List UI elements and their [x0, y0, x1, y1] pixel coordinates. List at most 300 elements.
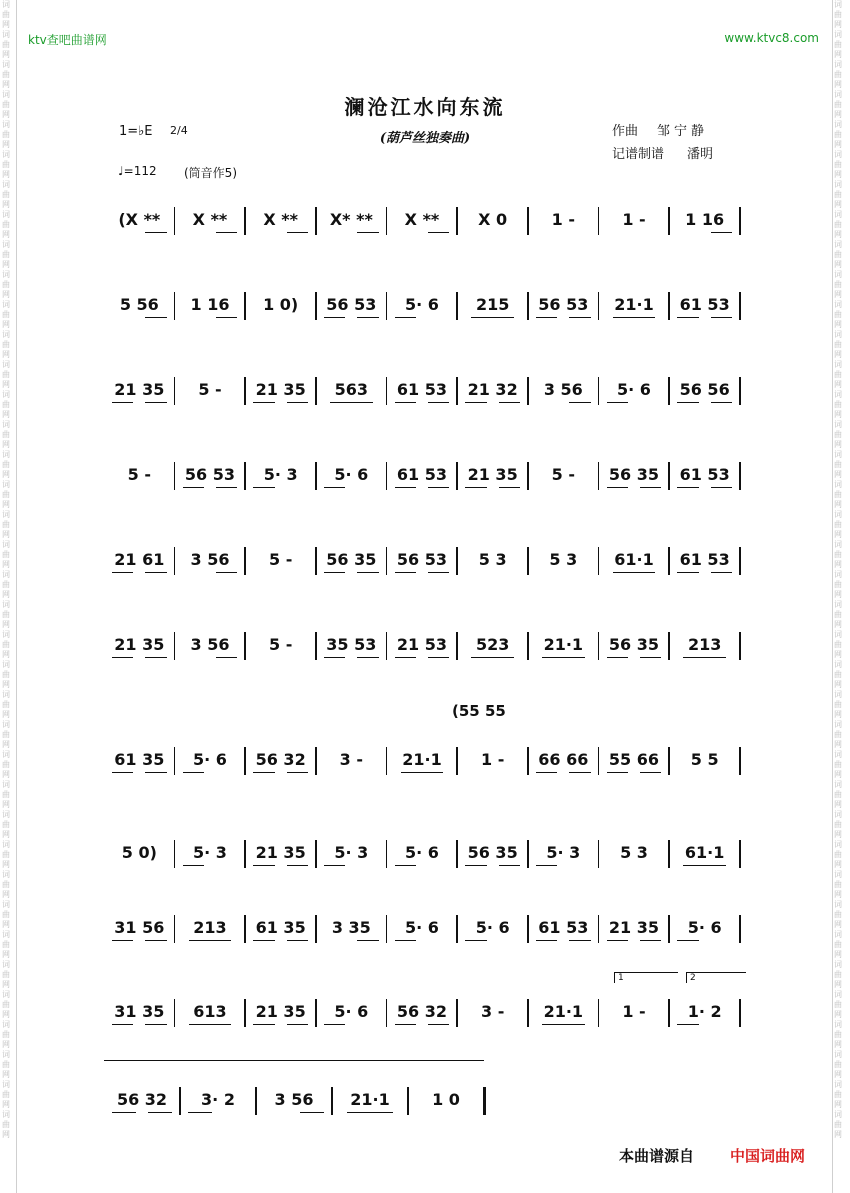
measure: 5 56 — [119, 295, 159, 314]
bar-line — [174, 547, 176, 575]
beam-underline — [711, 487, 732, 488]
bar-line — [386, 377, 388, 405]
bar-line — [244, 747, 246, 775]
measure: 56 35 — [326, 550, 377, 569]
bar-line — [315, 632, 317, 660]
measure: 61 53 — [396, 380, 448, 399]
bar-line — [456, 840, 458, 868]
staff-row — [104, 290, 740, 340]
beam-underline — [287, 772, 308, 773]
staff-row — [104, 1085, 740, 1135]
measure: 1 16 — [190, 295, 230, 314]
beam-underline — [324, 657, 345, 658]
beam-underline — [253, 865, 274, 866]
beam-underline — [542, 657, 585, 658]
key-signature: 1=♭E — [119, 124, 153, 139]
bar-line — [315, 462, 317, 490]
measure: 5 0) — [121, 843, 157, 862]
measure: 3· 2 — [201, 1090, 235, 1109]
composer-label: 作曲 — [612, 124, 639, 139]
arranger-name: 潘明 — [687, 147, 714, 162]
measure: 21·1 — [402, 750, 442, 769]
measure: 21·1 — [543, 1002, 584, 1021]
ossia-passage: (55 55 — [452, 702, 506, 720]
bar-line — [739, 999, 741, 1027]
beam-underline — [287, 940, 308, 941]
beam-underline — [112, 657, 133, 658]
score-title: 澜沧江水向东流 — [344, 95, 506, 119]
beam-underline — [677, 487, 698, 488]
bar-line — [456, 632, 458, 660]
beam-underline — [607, 402, 628, 403]
beam-underline — [287, 1024, 308, 1025]
bar-line — [668, 462, 670, 490]
bar-line — [456, 462, 458, 490]
beam-underline — [145, 402, 166, 403]
bar-line — [668, 632, 670, 660]
measure: 5 3 — [478, 550, 507, 569]
measure: 56 35 — [608, 635, 660, 654]
beam-underline — [465, 940, 486, 941]
bar-line — [174, 632, 176, 660]
beam-underline — [357, 232, 378, 233]
measure: 55 66 — [608, 750, 660, 769]
measure: 1· 2 — [687, 1002, 722, 1021]
bar-line — [315, 747, 317, 775]
beam-underline — [401, 772, 444, 773]
measure: 1 0) — [263, 295, 299, 314]
beam-underline — [145, 772, 166, 773]
measure: 523 — [475, 635, 510, 654]
beam-underline — [677, 572, 698, 573]
staff-row — [104, 745, 740, 795]
bar-line — [598, 377, 600, 405]
bar-line — [174, 747, 176, 775]
beam-underline — [395, 940, 416, 941]
measure: 5· 6 — [617, 380, 651, 399]
beam-underline — [216, 317, 237, 318]
beam-underline — [324, 572, 345, 573]
bar-line — [331, 1087, 333, 1115]
left-border-line — [16, 0, 17, 1193]
beam-underline — [188, 1112, 211, 1113]
measure: 5 - — [268, 635, 293, 654]
beam-underline — [112, 572, 133, 573]
beam-underline — [536, 772, 557, 773]
staff-row — [104, 913, 740, 963]
measure: 563 — [334, 380, 369, 399]
beam-underline — [216, 657, 237, 658]
measure: 1 16 — [685, 210, 725, 229]
measure: 5· 6 — [405, 918, 439, 937]
bar-line — [739, 747, 741, 775]
bar-line — [386, 999, 388, 1027]
score-subtitle: (葫芦丝独奏曲) — [379, 131, 471, 146]
measure: 1 0 — [432, 1090, 460, 1109]
beam-underline — [112, 1112, 135, 1113]
volta-first — [614, 972, 678, 983]
bar-line — [386, 747, 388, 775]
beam-underline — [640, 657, 661, 658]
beam-underline — [428, 1024, 449, 1025]
measure: 56 32 — [396, 1002, 448, 1021]
beam-underline — [677, 940, 698, 941]
beam-underline — [189, 940, 232, 941]
measure: X ** — [404, 210, 440, 229]
measure: 3 35 — [331, 918, 371, 937]
measure: 3 56 — [543, 380, 583, 399]
beam-underline — [471, 317, 514, 318]
bar-line — [244, 840, 246, 868]
beam-underline — [677, 402, 698, 403]
bar-line — [244, 547, 246, 575]
bar-line — [386, 292, 388, 320]
measure: 56 35 — [467, 843, 518, 862]
beam-underline — [216, 572, 237, 573]
beam-underline — [253, 772, 274, 773]
staff-row — [104, 997, 740, 1047]
beam-underline — [395, 487, 416, 488]
bar-line — [668, 207, 670, 235]
beam-underline — [640, 772, 661, 773]
beam-underline — [112, 1024, 133, 1025]
beam-underline — [357, 572, 378, 573]
beam-underline — [711, 402, 732, 403]
bar-line — [456, 207, 458, 235]
measure: 5 3 — [620, 843, 648, 862]
measure: 5· 3 — [546, 843, 581, 862]
measure: X ** — [192, 210, 228, 229]
bar-line — [527, 207, 529, 235]
beam-underline — [112, 772, 133, 773]
measure: 5 - — [127, 465, 151, 484]
measure: 613 — [193, 1002, 227, 1021]
beam-underline — [683, 657, 726, 658]
beam-underline — [499, 402, 520, 403]
bar-line — [456, 377, 458, 405]
bar-line — [527, 747, 529, 775]
measure: 21 61 — [114, 550, 165, 569]
bar-line — [739, 462, 741, 490]
beam-underline — [395, 657, 416, 658]
staff-row — [104, 205, 740, 255]
bar-line — [407, 1087, 409, 1115]
beam-underline — [428, 572, 449, 573]
bar-line — [174, 462, 176, 490]
beam-underline — [216, 232, 237, 233]
measure: 21 35 — [114, 635, 165, 654]
site-link-left[interactable]: ktv查吧曲谱网 — [28, 33, 107, 47]
volta-second-label: 2 — [690, 973, 696, 983]
measure: 21·1 — [614, 295, 654, 314]
measure: 5 3 — [549, 550, 578, 569]
beam-underline — [395, 865, 416, 866]
beam-underline — [395, 572, 416, 573]
bar-line — [315, 292, 317, 320]
bar-line — [739, 840, 741, 868]
bar-line — [386, 462, 388, 490]
measure: 61·1 — [684, 843, 725, 862]
bar-line — [527, 915, 529, 943]
bar-line — [598, 632, 600, 660]
beam-underline — [569, 940, 590, 941]
beam-underline — [183, 865, 204, 866]
measure: 21 32 — [467, 380, 518, 399]
bar-line — [598, 462, 600, 490]
measure: 56 32 — [116, 1090, 168, 1109]
bar-line — [456, 547, 458, 575]
beam-underline — [499, 865, 520, 866]
measure: 61 35 — [255, 918, 306, 937]
measure: 5· 6 — [405, 295, 439, 314]
bar-line — [244, 632, 246, 660]
measure: 1 - — [551, 210, 575, 229]
beam-underline — [287, 232, 308, 233]
bar-line — [315, 207, 317, 235]
measure: 21 35 — [255, 1002, 306, 1021]
volta-second — [686, 972, 746, 983]
bar-line — [739, 915, 741, 943]
tube-note: (筒音作5) — [184, 166, 237, 180]
bar-line — [386, 915, 388, 943]
beam-underline — [613, 572, 656, 573]
measure: 215 — [475, 295, 510, 314]
measure: 3 - — [339, 750, 363, 769]
bar-line — [527, 999, 529, 1027]
beam-underline — [112, 940, 133, 941]
bar-line — [456, 999, 458, 1027]
beam-underline — [253, 487, 274, 488]
beam-underline — [253, 402, 274, 403]
staff-row — [104, 630, 740, 680]
bar-line — [315, 999, 317, 1027]
bar-line — [527, 292, 529, 320]
beam-underline — [542, 1024, 585, 1025]
beam-underline — [471, 657, 514, 658]
bar-line — [386, 207, 388, 235]
measure: 5· 6 — [405, 843, 439, 862]
bar-line — [598, 840, 600, 868]
beam-underline — [536, 317, 557, 318]
bar-line — [668, 840, 670, 868]
beam-underline — [499, 487, 520, 488]
bar-line — [739, 207, 741, 235]
measure: 3 56 — [274, 1090, 314, 1109]
bar-line — [483, 1087, 486, 1115]
measure: 5· 3 — [193, 843, 227, 862]
bar-line — [244, 999, 246, 1027]
measure: 5· 3 — [334, 843, 369, 862]
time-signature: 2/4 — [170, 124, 188, 137]
beam-underline — [145, 317, 166, 318]
measure: 3 - — [480, 1002, 505, 1021]
measure: 21 35 — [255, 843, 306, 862]
bar-line — [668, 292, 670, 320]
right-border-line — [832, 0, 833, 1193]
beam-underline — [216, 487, 237, 488]
measure: 56 53 — [538, 295, 589, 314]
beam-underline — [677, 1024, 698, 1025]
measure: X* ** — [329, 210, 373, 229]
bar-line — [598, 915, 600, 943]
bar-line — [174, 999, 176, 1027]
bar-line — [244, 915, 246, 943]
bar-line — [244, 292, 246, 320]
bar-line — [739, 547, 741, 575]
beam-underline — [607, 772, 628, 773]
beam-underline — [465, 402, 486, 403]
beam-underline — [287, 865, 308, 866]
bar-line — [244, 207, 246, 235]
beam-underline — [324, 317, 345, 318]
beam-underline — [711, 572, 732, 573]
beam-underline — [145, 232, 166, 233]
bar-line — [598, 292, 600, 320]
beam-underline — [683, 865, 726, 866]
bar-line — [668, 999, 670, 1027]
measure: 56 56 — [679, 380, 730, 399]
measure: 21 35 — [255, 380, 306, 399]
measure: 31 35 — [114, 1002, 165, 1021]
footer-source-name[interactable]: 中国词曲网 — [730, 1147, 806, 1165]
bar-line — [386, 632, 388, 660]
beam-underline — [148, 1112, 171, 1113]
measure: 61 53 — [679, 295, 730, 314]
beam-underline — [145, 940, 166, 941]
beam-underline — [357, 317, 378, 318]
beam-underline — [428, 487, 449, 488]
beam-underline — [145, 572, 166, 573]
bar-line — [668, 747, 670, 775]
beam-underline — [640, 940, 661, 941]
bar-line — [527, 377, 529, 405]
measure: 5· 6 — [687, 918, 722, 937]
measure: X 0 — [478, 210, 508, 229]
beam-underline — [324, 865, 345, 866]
measure: 31 56 — [114, 918, 165, 937]
measure: 21·1 — [543, 635, 584, 654]
measure: 61 35 — [114, 750, 165, 769]
beam-underline — [395, 402, 416, 403]
arranger-label: 记谱制谱 — [612, 147, 665, 162]
measure: 213 — [687, 635, 722, 654]
footer-source-label: 本曲谱源自 — [619, 1147, 695, 1165]
bar-line — [244, 462, 246, 490]
bar-line — [386, 547, 388, 575]
left-watermark: 词曲网词曲网词曲网词曲网词曲网词曲网词曲网词曲网词曲网词曲网词曲网词曲网词曲网词曲网词曲网词曲网词曲网词曲网词曲网词曲网词曲网词曲网词曲网词曲网词曲网词曲网词曲网词曲网词曲网词曲网词曲网词曲网词曲网词曲网词曲网词曲网词曲网词曲网 — [2, 0, 10, 1139]
beam-underline — [324, 487, 345, 488]
bar-line — [174, 915, 176, 943]
measure: 5· 6 — [334, 1002, 369, 1021]
measure: 61 53 — [538, 918, 589, 937]
measure: 3 56 — [190, 550, 230, 569]
beam-underline — [145, 1024, 166, 1025]
beam-underline — [640, 487, 661, 488]
beam-underline — [569, 772, 590, 773]
volta-first-label: 1 — [618, 973, 624, 983]
beam-underline — [711, 232, 732, 233]
beam-underline — [536, 865, 557, 866]
measure: 5 - — [198, 380, 222, 399]
measure: 5· 6 — [475, 918, 510, 937]
right-watermark: 词曲网词曲网词曲网词曲网词曲网词曲网词曲网词曲网词曲网词曲网词曲网词曲网词曲网词曲网词曲网词曲网词曲网词曲网词曲网词曲网词曲网词曲网词曲网词曲网词曲网词曲网词曲网词曲网词曲网词曲网词曲网词曲网词曲网词曲网词曲网词曲网词曲网词曲网 — [834, 0, 842, 1139]
measure: 66 66 — [538, 750, 589, 769]
bar-line — [527, 840, 529, 868]
bar-line — [315, 547, 317, 575]
bar-line — [527, 462, 529, 490]
measure: 61 53 — [396, 465, 448, 484]
bar-line — [174, 207, 176, 235]
beam-underline — [613, 317, 656, 318]
bar-line — [174, 840, 176, 868]
bar-line — [174, 292, 176, 320]
beam-underline — [145, 657, 166, 658]
bar-line — [456, 292, 458, 320]
beam-underline — [569, 402, 590, 403]
measure: 3 56 — [190, 635, 230, 654]
measure: 56 35 — [608, 465, 660, 484]
beam-underline — [607, 940, 628, 941]
bar-line — [598, 999, 600, 1027]
composer-name: 邹宁静 — [657, 124, 709, 139]
measure: 5 - — [551, 465, 575, 484]
measure: X ** — [263, 210, 298, 229]
beam-underline — [357, 940, 378, 941]
staff-row — [104, 460, 740, 510]
bar-line — [527, 547, 529, 575]
measure: 5 - — [268, 550, 293, 569]
measure: 5 5 — [690, 750, 719, 769]
bar-line — [668, 547, 670, 575]
beam-underline — [183, 487, 204, 488]
measure: 56 32 — [255, 750, 306, 769]
bar-line — [174, 377, 176, 405]
beam-underline — [300, 1112, 323, 1113]
bar-line — [739, 292, 741, 320]
measure: 1 - — [480, 750, 505, 769]
measure: 56 53 — [326, 295, 377, 314]
bar-line — [244, 377, 246, 405]
bar-line — [668, 915, 670, 943]
bar-line — [179, 1087, 181, 1115]
site-link-right[interactable]: www.ktvc8.com — [724, 31, 819, 45]
beam-underline — [395, 317, 416, 318]
bar-line — [456, 747, 458, 775]
measure: 21·1 — [350, 1090, 390, 1109]
measure: 21 35 — [114, 380, 165, 399]
beam-underline — [253, 1024, 274, 1025]
measure: 5· 6 — [193, 750, 227, 769]
beam-underline — [189, 1024, 232, 1025]
beam-underline — [607, 487, 628, 488]
measure: 61 53 — [679, 465, 730, 484]
beam-underline — [183, 772, 204, 773]
beam-underline — [112, 402, 133, 403]
tempo-mark: ♩=112 — [118, 164, 157, 178]
bar-line — [456, 915, 458, 943]
bar-line — [598, 547, 600, 575]
staff-row — [104, 838, 740, 888]
staff-row — [104, 375, 740, 425]
measure: 21 35 — [608, 918, 660, 937]
measure: 56 53 — [396, 550, 448, 569]
bar-line — [255, 1087, 257, 1115]
bar-line — [315, 377, 317, 405]
beam-underline — [428, 657, 449, 658]
beam-underline — [347, 1112, 393, 1113]
bar-line — [527, 632, 529, 660]
beam-underline — [711, 317, 732, 318]
